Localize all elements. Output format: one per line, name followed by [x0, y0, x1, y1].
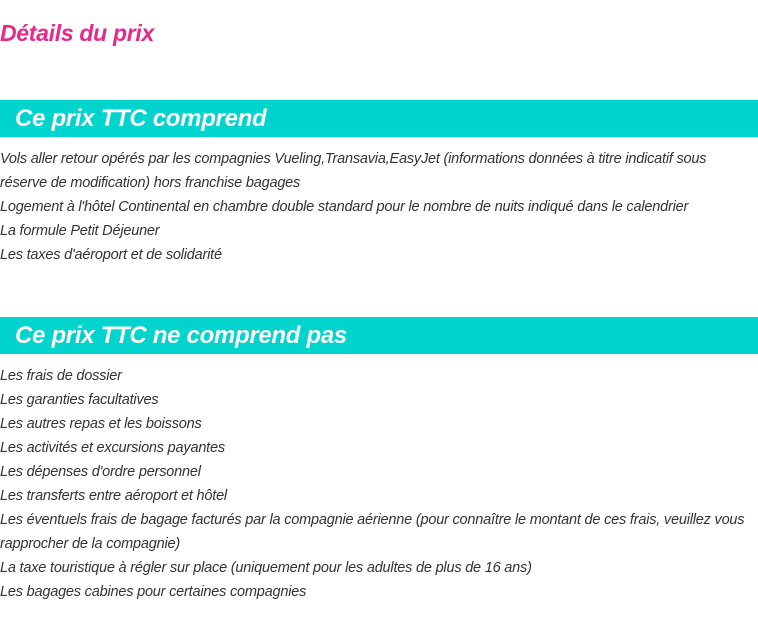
list-item: Vols aller retour opérés par les compagnies Vueling,Transavia,EasyJet (informations données à titre indicatif sous réserve de modification) hors franchise bagages: [0, 151, 707, 191]
list-item: Les dépenses d'ordre personnel: [0, 464, 201, 480]
list-item: Logement à l'hôtel Continental en chambre double standard pour le nombre de nuits indiqué dans le calendrier: [0, 199, 689, 215]
list-item: Les éventuels frais de bagage facturés par la compagnie aérienne (pour connaître le montant de ces frais, veuillez vous rapprocher de la compagnie): [0, 512, 745, 552]
excluded-section-header: Ce prix TTC ne comprend pas: [0, 317, 758, 354]
page-title: Détails du prix: [0, 20, 154, 46]
list-item: Les garanties facultatives: [0, 392, 159, 408]
list-item: Les transferts entre aéroport et hôtel: [0, 488, 227, 504]
included-section-header: Ce prix TTC comprend: [0, 100, 758, 137]
list-item: La formule Petit Déjeuner: [0, 223, 160, 239]
list-item: Les frais de dossier: [0, 368, 122, 384]
list-item: Les activités et excursions payantes: [0, 440, 225, 456]
excluded-list: [0, 364, 750, 604]
list-item: Les taxes d'aéroport et de solidarité: [0, 247, 222, 263]
included-list: [0, 147, 750, 267]
list-item: La taxe touristique à régler sur place (uniquement pour les adultes de plus de 16 ans): [0, 560, 532, 576]
list-item: Les bagages cabines pour certaines compagnies: [0, 584, 307, 600]
list-item: Les autres repas et les boissons: [0, 416, 202, 432]
